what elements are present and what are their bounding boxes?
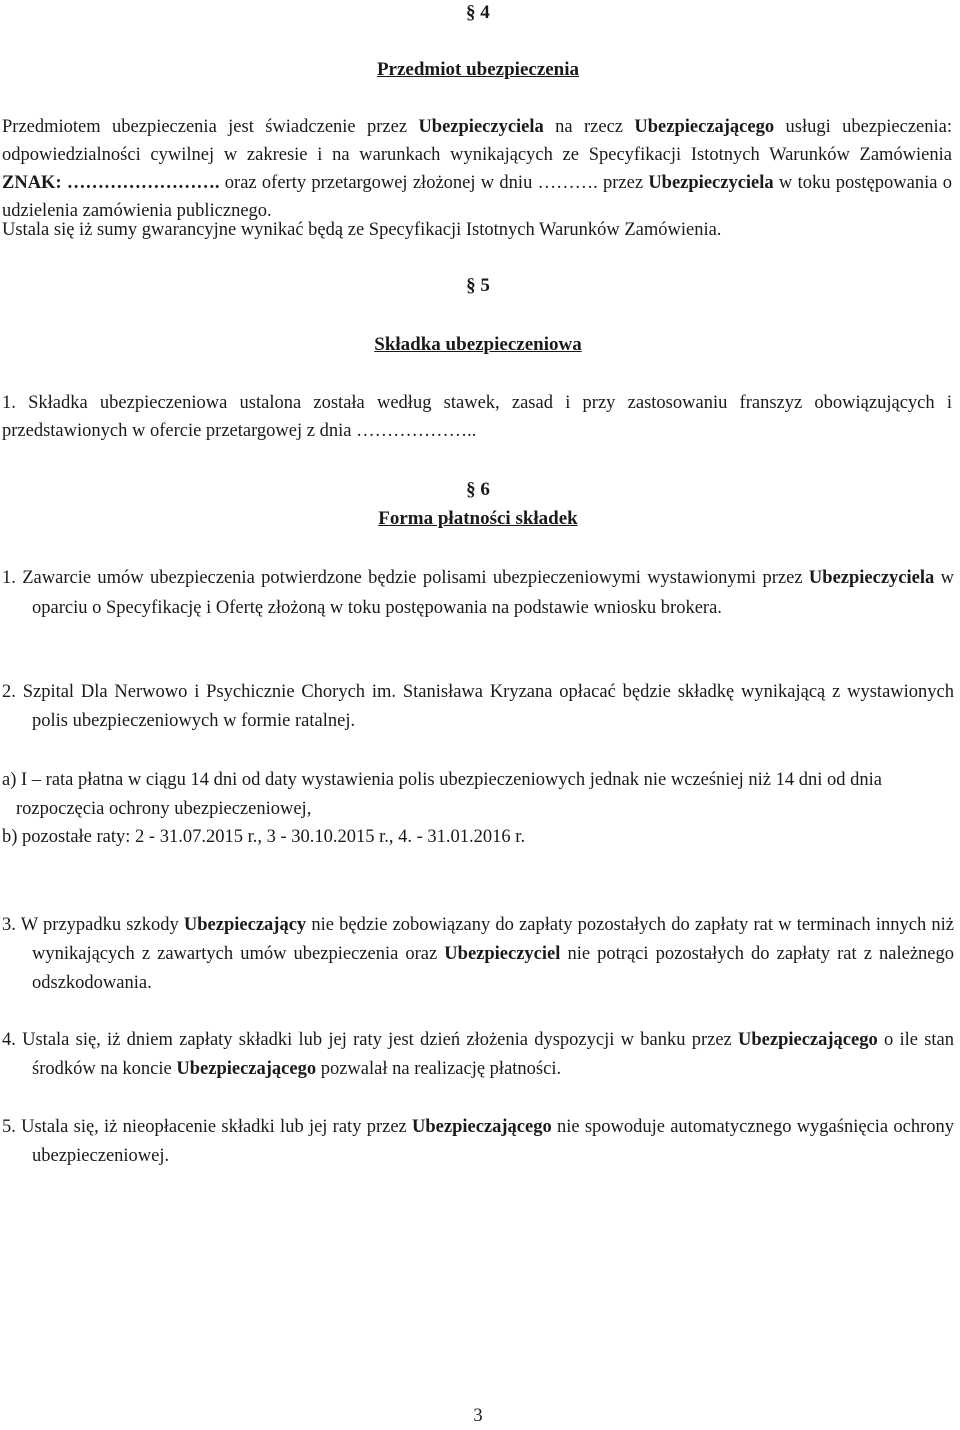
- section-6-paragraph-2: 2. Szpital Dla Nerwowo i Psychicznie Chorych im. Stanisława Kryzana opłacać będzie składkę wynikającą z wystawionych polis ubezpieczeniowych w formie ratalnej.: [2, 682, 954, 731]
- section-4-paragraph-1: Przedmiotem ubezpieczenia jest świadczenie przez Ubezpieczyciela na rzecz Ubezpieczającego usługi ubezpieczenia: odpowiedzialności cywilnej w zakresie i na warunkach wynikających ze Specyfikacji Istotnych Warunków Zamówienia ZNAK: ……………………. oraz oferty przetargowej złożonej w dniu ………. przez Ubezpieczyciela w toku postępowania o udzielenia zamówienia publicznego.: [2, 117, 952, 221]
- section-6-paragraph-5: 5. Ustala się, iż nieopłacenie składki lub jej raty przez Ubezpieczającego nie spowoduje automatycznego wygaśnięcia ochrony ubezpieczeniowej.: [2, 1117, 954, 1166]
- section-6-item-a: a) I – rata płatna w ciągu 14 dni od daty wystawienia polis ubezpieczeniowych jednak nie wcześniej niż 14 dni od dnia rozpoczęcia ochrony ubezpieczeniowej,: [2, 770, 883, 819]
- section-6-number: § 6: [466, 479, 490, 500]
- section-4-paragraph-2: Ustala się iż sumy gwarancyjne wynikać będą ze Specyfikacji Istotnych Warunków Zamówienia.: [2, 220, 722, 240]
- section-4-title: Przedmiot ubezpieczenia: [376, 59, 580, 80]
- section-6-paragraph-3: 3. W przypadku szkody Ubezpieczający nie będzie zobowiązany do zapłaty pozostałych do zapłaty rat w terminach innych niż wynikających z zawartych umów ubezpieczenia oraz Ubezpieczyciel nie potrąci pozostałych do zapłaty rat z należnego odszkodowania.: [2, 915, 954, 993]
- page-number: 3: [473, 1406, 483, 1426]
- section-6-paragraph-1: 1. Zawarcie umów ubezpieczenia potwierdzone będzie polisami ubezpieczeniowymi wystawionymi przez Ubezpieczyciela w oparciu o Specyfikację i Ofertę złożoną w toku postępowania na podstawie wniosku brokera.: [2, 568, 954, 618]
- section-6-title: Forma płatności składek: [378, 508, 578, 529]
- section-6-item-b: b) pozostałe raty: 2 - 31.07.2015 r., 3 - 30.10.2015 r., 4. - 31.01.2016 r.: [2, 827, 526, 847]
- section-5-number: § 5: [466, 275, 490, 296]
- section-6-paragraph-4: 4. Ustala się, iż dniem zapłaty składki lub jej raty jest dzień złożenia dyspozycji w banku przez Ubezpieczającego o ile stan środków na koncie Ubezpieczającego pozwalał na realizację płatności.: [2, 1030, 955, 1079]
- section-5-title: Składka ubezpieczeniowa: [374, 334, 582, 355]
- section-4-number: § 4: [466, 2, 490, 23]
- section-5-paragraph-1: 1. Składka ubezpieczeniowa ustalona została według stawek, zasad i przy zastosowaniu franszyz obowiązujących i przedstawionych w ofercie przetargowej z dnia ………………..: [2, 393, 952, 441]
